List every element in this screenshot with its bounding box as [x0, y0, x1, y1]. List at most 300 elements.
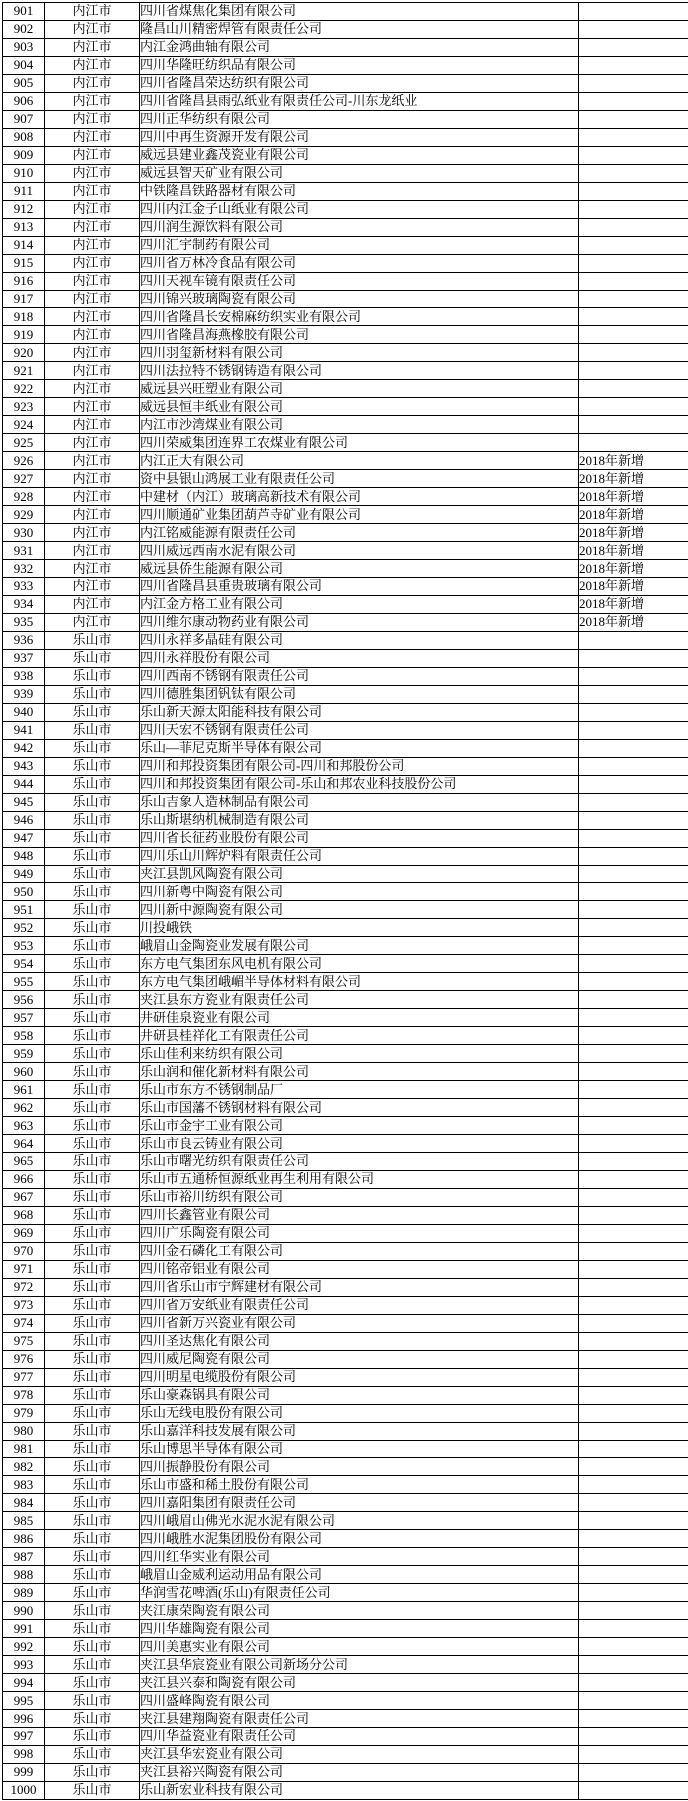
- company-name-cell: 四川嘉阳集团有限责任公司: [140, 1494, 579, 1512]
- note-cell: [579, 344, 688, 362]
- table-row: [3, 631, 688, 649]
- row-number-cell: 942: [3, 739, 45, 757]
- company-name-cell: 乐山市东方不锈钢制品厂: [140, 1081, 579, 1099]
- company-name-cell: 四川羽玺新材料有限公司: [140, 344, 579, 362]
- company-name-cell: 四川威远西南水泥有限公司: [140, 542, 579, 560]
- row-number-cell: 910: [3, 164, 45, 182]
- note-cell: [579, 1566, 688, 1584]
- company-name-cell: 夹江县华宸瓷业有限公司新场分公司: [140, 1656, 579, 1674]
- company-name-cell: 四川正华纺织有限公司: [140, 110, 579, 128]
- city-cell: 乐山市: [45, 937, 140, 955]
- company-name-cell: 四川盛峰陶瓷有限公司: [140, 1692, 579, 1710]
- table-row: [3, 1188, 688, 1206]
- row-number-cell: 963: [3, 1117, 45, 1135]
- row-number-cell: 992: [3, 1638, 45, 1656]
- note-cell: [579, 865, 688, 883]
- table-row: [3, 847, 688, 865]
- company-name-cell: 东方电气集团东风电机有限公司: [140, 955, 579, 973]
- row-number-cell: 944: [3, 775, 45, 793]
- table-row: [3, 1476, 688, 1494]
- table-row: [3, 1404, 688, 1422]
- note-cell: [579, 308, 688, 326]
- table-row: [3, 452, 688, 470]
- company-name-cell: 四川华雄陶瓷有限公司: [140, 1620, 579, 1638]
- company-name-cell: 四川天视车镜有限责任公司: [140, 272, 579, 290]
- row-number-cell: 996: [3, 1710, 45, 1728]
- company-name-cell: 四川省新万兴瓷业有限公司: [140, 1314, 579, 1332]
- company-name-cell: 乐山博思半导体有限公司: [140, 1440, 579, 1458]
- city-cell: 乐山市: [45, 1602, 140, 1620]
- city-cell: 内江市: [45, 308, 140, 326]
- table-row: [3, 937, 688, 955]
- row-number-cell: 964: [3, 1135, 45, 1153]
- table-row: [3, 1638, 688, 1656]
- table-row: [3, 110, 688, 128]
- company-name-cell: 中铁隆昌铁路器材有限公司: [140, 182, 579, 200]
- row-number-cell: 917: [3, 290, 45, 308]
- row-number-cell: 955: [3, 973, 45, 991]
- table-row: [3, 703, 688, 721]
- row-number-cell: 945: [3, 793, 45, 811]
- note-cell: [579, 1027, 688, 1045]
- note-cell: [579, 1296, 688, 1314]
- row-number-cell: 914: [3, 236, 45, 254]
- company-name-cell: 夹江县华宏瓷业有限公司: [140, 1745, 579, 1763]
- row-number-cell: 986: [3, 1530, 45, 1548]
- city-cell: 内江市: [45, 146, 140, 164]
- table-row: [3, 542, 688, 560]
- city-cell: 乐山市: [45, 811, 140, 829]
- table-row: [3, 1745, 688, 1763]
- row-number-cell: 999: [3, 1763, 45, 1781]
- city-cell: 乐山市: [45, 1404, 140, 1422]
- note-cell: [579, 128, 688, 146]
- city-cell: 内江市: [45, 595, 140, 613]
- city-cell: 内江市: [45, 452, 140, 470]
- city-cell: 乐山市: [45, 1350, 140, 1368]
- row-number-cell: 908: [3, 128, 45, 146]
- city-cell: 乐山市: [45, 1620, 140, 1638]
- table-row: [3, 1728, 688, 1746]
- row-number-cell: 932: [3, 560, 45, 578]
- city-cell: 乐山市: [45, 631, 140, 649]
- row-number-cell: 935: [3, 613, 45, 631]
- company-name-cell: 四川红华实业有限公司: [140, 1548, 579, 1566]
- city-cell: 内江市: [45, 542, 140, 560]
- table-row: [3, 1153, 688, 1171]
- company-name-cell: 威远县智天矿业有限公司: [140, 164, 579, 182]
- note-cell: 2018年新增: [579, 524, 688, 542]
- note-cell: [579, 1386, 688, 1404]
- city-cell: 乐山市: [45, 1781, 140, 1799]
- city-cell: 乐山市: [45, 1296, 140, 1314]
- table-row: [3, 1368, 688, 1386]
- city-cell: 乐山市: [45, 1099, 140, 1117]
- note-cell: [579, 326, 688, 344]
- city-cell: 乐山市: [45, 649, 140, 667]
- table-row: [3, 1548, 688, 1566]
- row-number-cell: 940: [3, 703, 45, 721]
- row-number-cell: 974: [3, 1314, 45, 1332]
- table-row: [3, 1584, 688, 1602]
- city-cell: 乐山市: [45, 1206, 140, 1224]
- company-name-cell: 四川荣威集团连界工农煤业有限公司: [140, 434, 579, 452]
- note-cell: [579, 703, 688, 721]
- city-cell: 内江市: [45, 380, 140, 398]
- city-cell: 内江市: [45, 560, 140, 578]
- table-row: [3, 380, 688, 398]
- city-cell: 乐山市: [45, 1548, 140, 1566]
- row-number-cell: 973: [3, 1296, 45, 1314]
- note-cell: [579, 416, 688, 434]
- row-number-cell: 967: [3, 1188, 45, 1206]
- city-cell: 乐山市: [45, 685, 140, 703]
- company-name-cell: 乐山市曙光纺织有限责任公司: [140, 1153, 579, 1171]
- company-name-cell: 夹江县凯风陶瓷有限公司: [140, 865, 579, 883]
- company-name-cell: 四川明星电缆股份有限公司: [140, 1368, 579, 1386]
- table-row: [3, 398, 688, 416]
- row-number-cell: 926: [3, 452, 45, 470]
- city-cell: 内江市: [45, 254, 140, 272]
- table-row: [3, 326, 688, 344]
- row-number-cell: 906: [3, 92, 45, 110]
- table-row: [3, 955, 688, 973]
- row-number-cell: 953: [3, 937, 45, 955]
- row-number-cell: 965: [3, 1153, 45, 1171]
- note-cell: [579, 1099, 688, 1117]
- city-cell: 乐山市: [45, 1242, 140, 1260]
- city-cell: 内江市: [45, 488, 140, 506]
- city-cell: 乐山市: [45, 1656, 140, 1674]
- company-name-cell: 威远县建业鑫茂瓷业有限公司: [140, 146, 579, 164]
- city-cell: 内江市: [45, 236, 140, 254]
- note-cell: [579, 631, 688, 649]
- note-cell: [579, 1422, 688, 1440]
- table-row: [3, 1081, 688, 1099]
- note-cell: [579, 1763, 688, 1781]
- city-cell: 乐山市: [45, 901, 140, 919]
- company-name-cell: 乐山佳利来纺织有限公司: [140, 1045, 579, 1063]
- note-cell: [579, 793, 688, 811]
- note-cell: [579, 1045, 688, 1063]
- city-cell: 乐山市: [45, 1063, 140, 1081]
- company-name-cell: 威远县兴旺塑业有限公司: [140, 380, 579, 398]
- city-cell: 乐山市: [45, 1117, 140, 1135]
- city-cell: 乐山市: [45, 757, 140, 775]
- row-number-cell: 977: [3, 1368, 45, 1386]
- city-cell: 乐山市: [45, 1512, 140, 1530]
- row-number-cell: 925: [3, 434, 45, 452]
- table-row: [3, 1009, 688, 1027]
- table-row: [3, 1656, 688, 1674]
- note-cell: [579, 92, 688, 110]
- table-row: [3, 991, 688, 1009]
- company-name-cell: 井研县桂祥化工有限责任公司: [140, 1027, 579, 1045]
- company-name-cell: 乐山新天源太阳能科技有限公司: [140, 703, 579, 721]
- table-row: [3, 793, 688, 811]
- row-number-cell: 948: [3, 847, 45, 865]
- table-row: [3, 254, 688, 272]
- city-cell: 内江市: [45, 218, 140, 236]
- company-name-cell: 夹江康荣陶瓷有限公司: [140, 1602, 579, 1620]
- company-name-cell: 四川省隆昌县雨弘纸业有限责任公司-川东龙纸业: [140, 92, 579, 110]
- company-name-cell: 乐山市良云铸业有限公司: [140, 1135, 579, 1153]
- table-row: [3, 1296, 688, 1314]
- note-cell: [579, 182, 688, 200]
- company-name-cell: 四川峨胜水泥集团股份有限公司: [140, 1530, 579, 1548]
- row-number-cell: 962: [3, 1099, 45, 1117]
- table-row: [3, 829, 688, 847]
- table-row: [3, 739, 688, 757]
- row-number-cell: 929: [3, 506, 45, 524]
- company-name-cell: 四川润生源饮料有限公司: [140, 218, 579, 236]
- table-row: [3, 128, 688, 146]
- city-cell: 内江市: [45, 110, 140, 128]
- company-name-cell: 乐山斯堪纳机械制造有限公司: [140, 811, 579, 829]
- city-cell: 内江市: [45, 38, 140, 56]
- row-number-cell: 960: [3, 1063, 45, 1081]
- table-row: [3, 344, 688, 362]
- city-cell: 乐山市: [45, 793, 140, 811]
- company-name-cell: 隆昌山川精密焊管有限责任公司: [140, 20, 579, 38]
- row-number-cell: 938: [3, 667, 45, 685]
- table-row: [3, 146, 688, 164]
- city-cell: 乐山市: [45, 1081, 140, 1099]
- company-name-cell: 四川省煤焦化集团有限公司: [140, 3, 579, 21]
- city-cell: 乐山市: [45, 1458, 140, 1476]
- company-name-cell: 四川省乐山市宁辉建材有限公司: [140, 1278, 579, 1296]
- row-number-cell: 927: [3, 470, 45, 488]
- company-name-cell: 四川和邦投资集团有限公司-四川和邦股份公司: [140, 757, 579, 775]
- city-cell: 内江市: [45, 74, 140, 92]
- row-number-cell: 933: [3, 578, 45, 596]
- company-name-cell: 四川华隆旺纺织品有限公司: [140, 56, 579, 74]
- row-number-cell: 941: [3, 721, 45, 739]
- city-cell: 内江市: [45, 613, 140, 631]
- company-name-cell: 威远县恒丰纸业有限公司: [140, 398, 579, 416]
- note-cell: [579, 1728, 688, 1746]
- city-cell: 内江市: [45, 92, 140, 110]
- row-number-cell: 916: [3, 272, 45, 290]
- note-cell: [579, 20, 688, 38]
- row-number-cell: 909: [3, 146, 45, 164]
- row-number-cell: 907: [3, 110, 45, 128]
- note-cell: [579, 1242, 688, 1260]
- company-name-cell: 四川永祥多晶硅有限公司: [140, 631, 579, 649]
- row-number-cell: 951: [3, 901, 45, 919]
- row-number-cell: 923: [3, 398, 45, 416]
- table-row: [3, 1170, 688, 1188]
- company-name-cell: 四川永祥股份有限公司: [140, 649, 579, 667]
- table-row: [3, 1224, 688, 1242]
- note-cell: [579, 667, 688, 685]
- note-cell: [579, 1260, 688, 1278]
- company-name-cell: 四川法拉特不锈钢铸造有限公司: [140, 362, 579, 380]
- row-number-cell: 931: [3, 542, 45, 560]
- table-row: [3, 1206, 688, 1224]
- table-row: [3, 1458, 688, 1476]
- company-name-cell: 乐山—菲尼克斯半导体有限公司: [140, 739, 579, 757]
- city-cell: 乐山市: [45, 1009, 140, 1027]
- company-name-cell: 四川中再生资源开发有限公司: [140, 128, 579, 146]
- row-number-cell: 902: [3, 20, 45, 38]
- company-name-cell: 乐山市五通桥恒源纸业再生利用有限公司: [140, 1170, 579, 1188]
- city-cell: 内江市: [45, 56, 140, 74]
- company-name-cell: 乐山嘉洋科技发展有限公司: [140, 1422, 579, 1440]
- note-cell: [579, 164, 688, 182]
- row-number-cell: 961: [3, 1081, 45, 1099]
- note-cell: 2018年新增: [579, 506, 688, 524]
- note-cell: [579, 272, 688, 290]
- table-row: [3, 308, 688, 326]
- row-number-cell: 956: [3, 991, 45, 1009]
- table-row: [3, 488, 688, 506]
- note-cell: [579, 1494, 688, 1512]
- table-row: [3, 883, 688, 901]
- note-cell: [579, 236, 688, 254]
- table-row: [3, 164, 688, 182]
- row-number-cell: 905: [3, 74, 45, 92]
- city-cell: 乐山市: [45, 1027, 140, 1045]
- row-number-cell: 921: [3, 362, 45, 380]
- city-cell: 内江市: [45, 434, 140, 452]
- company-name-cell: 内江正大有限公司: [140, 452, 579, 470]
- company-name-cell: 内江铭威能源有限责任公司: [140, 524, 579, 542]
- company-name-cell: 四川和邦投资集团有限公司-乐山和邦农业科技股份公司: [140, 775, 579, 793]
- row-number-cell: 1000: [3, 1781, 45, 1799]
- table-row: [3, 721, 688, 739]
- note-cell: [579, 1692, 688, 1710]
- city-cell: 乐山市: [45, 1278, 140, 1296]
- city-cell: 内江市: [45, 506, 140, 524]
- table-row: [3, 1314, 688, 1332]
- table-row: [3, 667, 688, 685]
- city-cell: 内江市: [45, 524, 140, 542]
- table-row: [3, 1602, 688, 1620]
- note-cell: [579, 847, 688, 865]
- city-cell: 乐山市: [45, 847, 140, 865]
- city-cell: 乐山市: [45, 1638, 140, 1656]
- note-cell: [579, 362, 688, 380]
- city-cell: 乐山市: [45, 1188, 140, 1206]
- city-cell: 乐山市: [45, 1692, 140, 1710]
- company-name-cell: 四川维尔康动物药业有限公司: [140, 613, 579, 631]
- city-cell: 内江市: [45, 416, 140, 434]
- table-row: [3, 1620, 688, 1638]
- note-cell: [579, 1314, 688, 1332]
- city-cell: 乐山市: [45, 1710, 140, 1728]
- note-cell: [579, 1009, 688, 1027]
- row-number-cell: 971: [3, 1260, 45, 1278]
- note-cell: [579, 218, 688, 236]
- city-cell: 乐山市: [45, 1566, 140, 1584]
- city-cell: 内江市: [45, 164, 140, 182]
- row-number-cell: 903: [3, 38, 45, 56]
- note-cell: [579, 1674, 688, 1692]
- company-name-cell: 四川天宏不锈钢有限责任公司: [140, 721, 579, 739]
- note-cell: [579, 1153, 688, 1171]
- note-cell: [579, 1440, 688, 1458]
- row-number-cell: 983: [3, 1476, 45, 1494]
- note-cell: [579, 200, 688, 218]
- table-row: [3, 416, 688, 434]
- row-number-cell: 913: [3, 218, 45, 236]
- table-row: [3, 1512, 688, 1530]
- row-number-cell: 918: [3, 308, 45, 326]
- city-cell: 乐山市: [45, 973, 140, 991]
- city-cell: 内江市: [45, 290, 140, 308]
- row-number-cell: 954: [3, 955, 45, 973]
- city-cell: 乐山市: [45, 1170, 140, 1188]
- table-row: [3, 1332, 688, 1350]
- note-cell: [579, 1206, 688, 1224]
- note-cell: [579, 290, 688, 308]
- table-row: [3, 811, 688, 829]
- row-number-cell: 936: [3, 631, 45, 649]
- table-row: [3, 20, 688, 38]
- city-cell: 内江市: [45, 200, 140, 218]
- company-name-cell: 四川德胜集团钒钛有限公司: [140, 685, 579, 703]
- table-row: [3, 1260, 688, 1278]
- table-row: [3, 1063, 688, 1081]
- row-number-cell: 950: [3, 883, 45, 901]
- row-number-cell: 968: [3, 1206, 45, 1224]
- row-number-cell: 978: [3, 1386, 45, 1404]
- city-cell: 内江市: [45, 20, 140, 38]
- company-name-cell: 内江金鸿曲轴有限公司: [140, 38, 579, 56]
- note-cell: [579, 1745, 688, 1763]
- row-number-cell: 976: [3, 1350, 45, 1368]
- city-cell: 乐山市: [45, 1135, 140, 1153]
- company-name-cell: 井研佳泉瓷业有限公司: [140, 1009, 579, 1027]
- company-name-cell: 四川省隆昌县重贵玻璃有限公司: [140, 578, 579, 596]
- row-number-cell: 991: [3, 1620, 45, 1638]
- city-cell: 内江市: [45, 128, 140, 146]
- table-row: [3, 434, 688, 452]
- company-name-cell: 四川长鑫管业有限公司: [140, 1206, 579, 1224]
- city-cell: 乐山市: [45, 1476, 140, 1494]
- note-cell: [579, 955, 688, 973]
- row-number-cell: 930: [3, 524, 45, 542]
- table-row: [3, 1117, 688, 1135]
- note-cell: 2018年新增: [579, 560, 688, 578]
- table-row: [3, 757, 688, 775]
- company-name-cell: 峨眉山金陶瓷业发展有限公司: [140, 937, 579, 955]
- row-number-cell: 947: [3, 829, 45, 847]
- note-cell: [579, 1530, 688, 1548]
- row-number-cell: 915: [3, 254, 45, 272]
- row-number-cell: 912: [3, 200, 45, 218]
- note-cell: [579, 74, 688, 92]
- row-number-cell: 979: [3, 1404, 45, 1422]
- company-name-cell: 四川美惠实业有限公司: [140, 1638, 579, 1656]
- row-number-cell: 970: [3, 1242, 45, 1260]
- table-row: [3, 775, 688, 793]
- company-name-cell: 夹江县裕兴陶瓷有限公司: [140, 1763, 579, 1781]
- row-number-cell: 985: [3, 1512, 45, 1530]
- note-cell: [579, 1135, 688, 1153]
- table-row: [3, 865, 688, 883]
- city-cell: 乐山市: [45, 1584, 140, 1602]
- city-cell: 乐山市: [45, 667, 140, 685]
- note-cell: [579, 1656, 688, 1674]
- city-cell: 内江市: [45, 326, 140, 344]
- city-cell: 乐山市: [45, 1745, 140, 1763]
- note-cell: [579, 254, 688, 272]
- company-name-cell: 乐山无线电股份有限公司: [140, 1404, 579, 1422]
- note-cell: [579, 757, 688, 775]
- table-row: [3, 1350, 688, 1368]
